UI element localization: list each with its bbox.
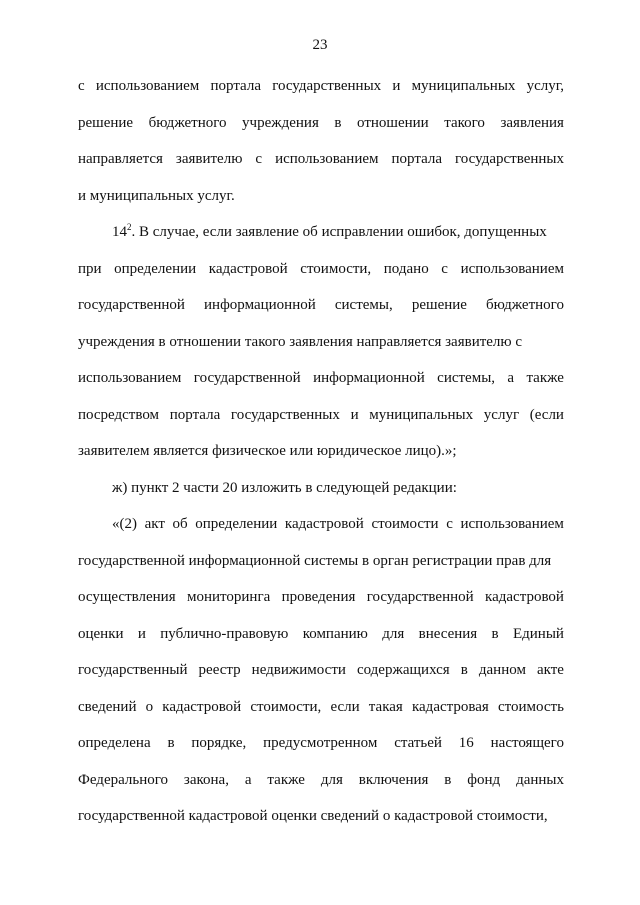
text-word: ж) пункт 2 части 20 изложить в следующей редакции: [112,479,457,496]
text-word: учреждения в отношении такого заявления направляется заявителю с [78,333,523,350]
text-line [78,549,564,586]
text-word: осуществления [78,589,176,605]
text-word: бюджетного [486,297,564,313]
text-word: Единый [512,625,564,642]
text-word: в [334,114,342,131]
text-word: «(2) [112,516,137,532]
text-word: акте [537,662,564,678]
text-word: стоимость [497,698,564,715]
text-word: муниципальных [369,406,474,423]
text-word: заявителем является физическое или юридическое лицо).»; [78,443,457,459]
text-word: с [446,516,453,532]
text-word: портала [391,151,443,167]
text-word: также [526,370,564,386]
text-word: недвижимости [251,662,346,678]
text-word: и муниципальных услуг. [78,187,235,204]
text-word: внесения [418,625,478,642]
text-line [78,403,564,440]
text-word: об [172,516,188,532]
text-word: . В случае, если заявление об исправлении ошибок, допущенных [131,224,547,240]
page-number: 23 [312,37,328,53]
text-line [78,74,564,111]
text-word: а [507,370,515,386]
text-word: государственный [78,662,188,678]
text-word: государственной [78,297,185,313]
text-word: государственных [230,406,340,423]
text-word: о [145,698,154,715]
text-word: в [460,662,468,678]
text-word: статьей [394,735,442,751]
text-line [78,512,564,549]
text-word: посредством [78,406,160,423]
text-word: содержащихся [356,662,450,678]
text-line [78,366,564,403]
text-word: включения [358,771,429,788]
text-word: такая [368,698,403,715]
superscript: 2 [127,222,132,232]
text-word: для [320,771,343,788]
text-word: государственных [272,78,382,94]
text-line [78,695,564,732]
text-word: акт [144,516,165,532]
text-word: кадастровой [485,589,564,605]
text-word: а [244,771,252,788]
text-line [78,184,564,221]
text-line [78,768,564,805]
text-word: публично-правовую [160,625,289,642]
text-word: для [382,625,405,642]
text-word: государственных [455,151,564,167]
text-line [78,622,564,659]
text-word: и [392,78,401,94]
text-word: кадастровой [162,698,242,715]
text-word: определена [78,735,151,751]
text-word: проведения [281,589,356,605]
text-word: государственной информационной системы в орган регистрации прав для [78,552,552,569]
text-word: решение [78,114,134,131]
text-word: кадастровая [411,698,489,715]
text-word: настоящего [490,735,564,751]
text-line [78,147,564,184]
text-word: также [267,771,305,788]
text-word: если [330,698,360,715]
text-word: портала [210,78,261,94]
text-line [78,293,564,330]
text-word: системы, [437,370,496,386]
text-line [78,658,564,695]
text-word: услуг [483,406,520,423]
text-word: направляется [78,151,163,167]
text-word: кадастровой [284,516,364,532]
text-word: кадастровой [208,260,288,277]
text-line [78,439,564,476]
text-word: решение [411,297,467,313]
text-word: подано [383,260,429,277]
text-word: данном [478,662,526,678]
text-word: определении [114,260,197,277]
text-word: использованием [95,78,200,94]
text-word: системы, [334,297,393,313]
text-word: муниципальных [411,78,516,94]
text-word: фонд [467,771,501,788]
text-word: портала [169,406,221,423]
text-word: сведений [78,698,137,715]
text-word: порядке, [191,735,247,751]
text-word: отношении [357,114,429,131]
text-word: заявителю [175,151,243,167]
text-word: в [167,735,175,751]
text-line [78,257,564,294]
text-run [112,220,547,257]
document-text [78,74,564,841]
text-word: государственной [193,370,301,386]
text-word: использованием [460,260,564,277]
text-word: 14 [112,224,127,240]
text-word: закона, [183,771,229,788]
text-line [78,585,564,622]
text-word: стоимости, [250,698,322,715]
text-word: бюджетного [148,114,227,131]
text-word: с [441,260,448,277]
text-word: информационной [204,297,316,313]
text-word: стоимости [371,516,439,532]
text-word: использованием [275,151,379,167]
text-line [78,476,564,513]
text-word: с [78,78,85,94]
text-word: определении [195,516,278,532]
text-word: мониторинга [187,589,271,605]
text-word: 16 [458,735,474,751]
text-word: использованием [78,370,182,386]
text-word: компанию [302,625,368,642]
text-word: при [78,260,102,277]
text-word: информационной [313,370,425,386]
text-word: оценки [78,625,124,642]
text-word: в [444,771,452,788]
text-word: государственной кадастровой оценки сведений о кадастровой стоимости, [78,808,548,824]
text-word: использованием [460,516,564,532]
text-line [78,330,564,367]
text-word: Федерального [78,771,169,788]
text-word: такого [444,114,485,131]
text-line [78,731,564,768]
text-word: данных [516,771,564,788]
text-word: предусмотренном [263,735,378,751]
text-word: (если [529,406,564,423]
text-word: услуг, [526,78,564,94]
text-word: стоимости, [300,260,372,277]
text-word: заявления [500,114,564,131]
text-word: реестр [198,662,241,678]
text-word: с [255,151,263,167]
text-line [78,220,564,257]
text-word: в [491,625,499,642]
text-word: и [350,406,359,423]
text-word: государственной [366,589,474,605]
text-line [78,804,564,841]
text-word: и [137,625,146,642]
text-word: учреждения [242,114,319,131]
text-line [78,111,564,148]
